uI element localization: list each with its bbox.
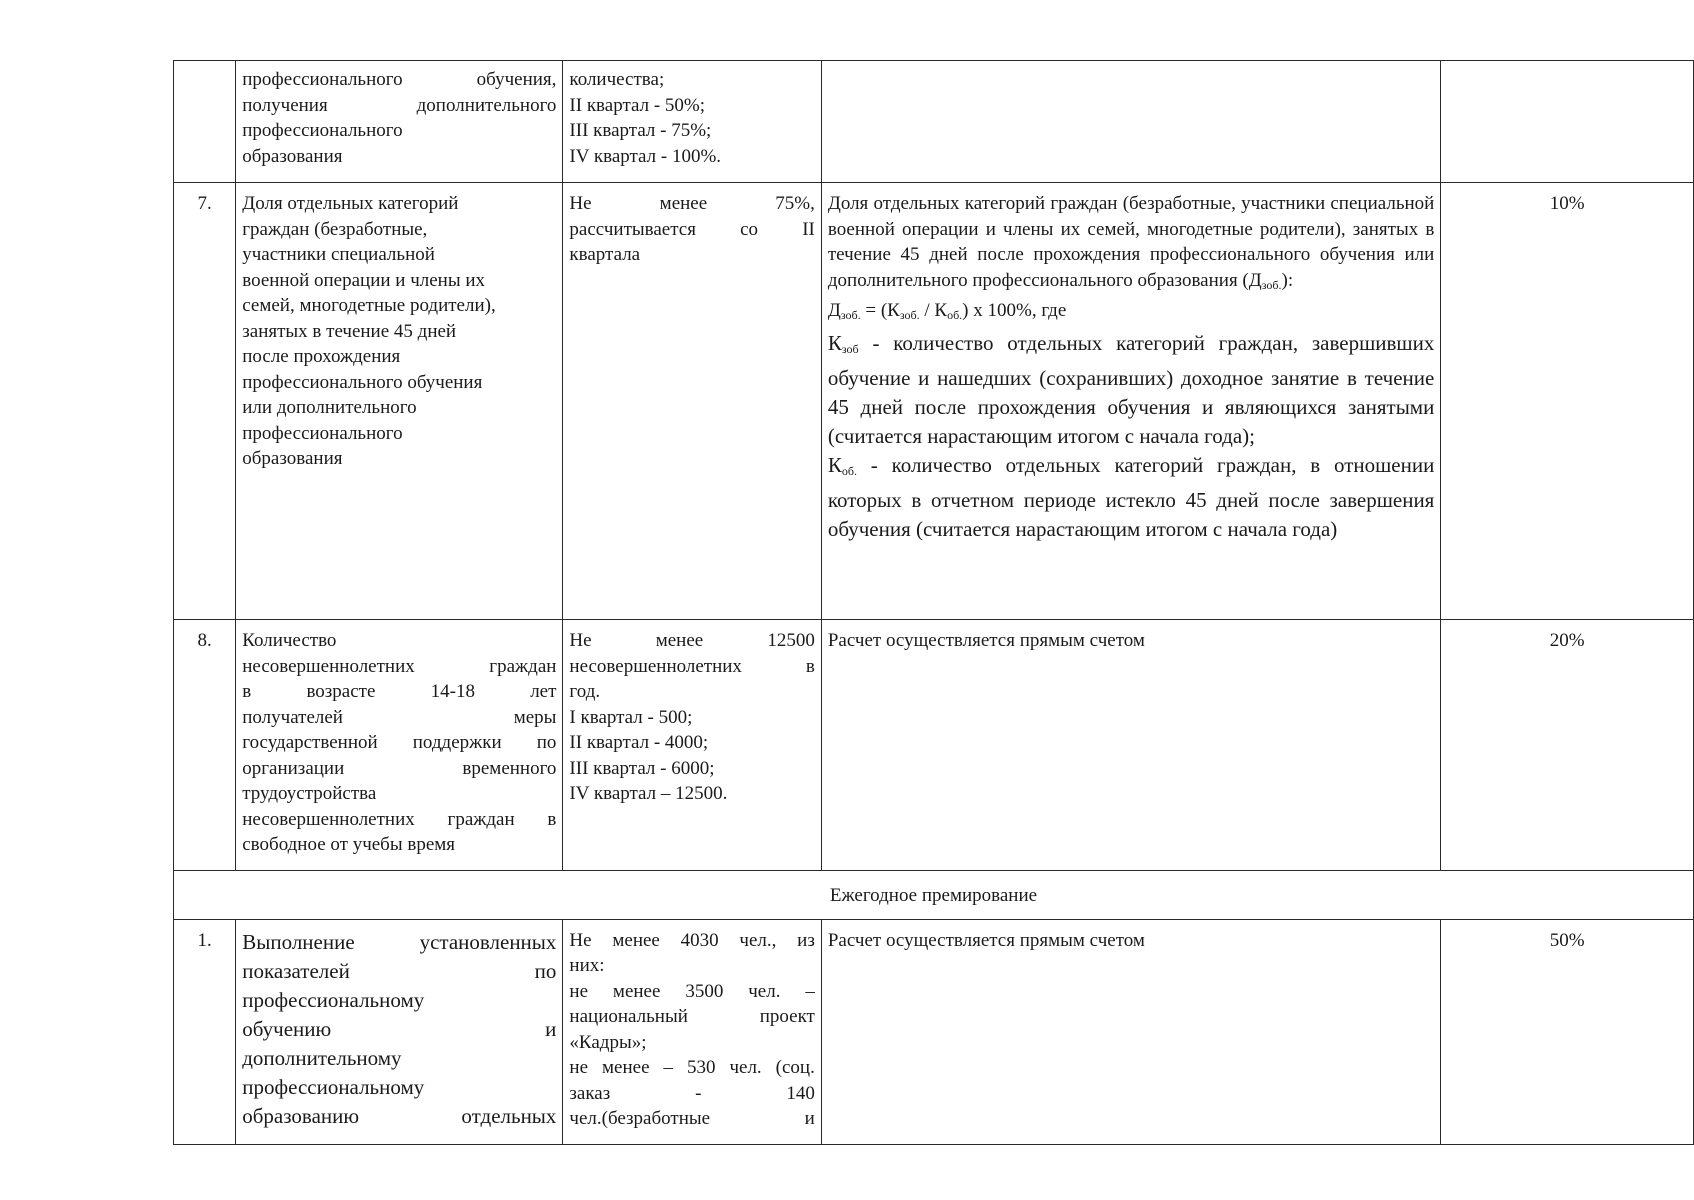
name-line: профессионального обучения xyxy=(242,371,483,393)
name-line: получателей меры xyxy=(242,706,557,728)
calculation-cell xyxy=(821,61,1440,183)
plan-value-cell xyxy=(563,620,821,871)
name-line: профессиональному xyxy=(242,987,425,1012)
name-line: участники специальной xyxy=(242,244,435,265)
definition-text: - количество отдельных категорий граждан, в отношении которых в отчетном периоде истекло 45 дней после завершения обучения (считается нарастающим итогом с начала года) xyxy=(827,452,1435,541)
calculation-intro-text: Доля отдельных категорий граждан (безработные, участники специальной военной операции и члены их семей, многодетные родители), занятых в течение 45 дней после прохождения профессионального обучения или дополнительного профессионального образования (Д xyxy=(827,193,1435,291)
name-line: Выполнение установленных xyxy=(242,929,557,954)
section-header-row xyxy=(174,871,1694,920)
name-line: профессионального xyxy=(242,120,403,141)
plan-line: чел.(безработные и xyxy=(569,1108,815,1129)
plan-line: не менее 3500 чел. – xyxy=(569,980,815,1002)
row-number-cell: 8. xyxy=(174,620,236,871)
plan-line: несовершеннолетних в xyxy=(569,655,815,677)
plan-line: год. xyxy=(569,681,601,702)
plan-line: них: xyxy=(569,955,605,976)
table-row-8 xyxy=(174,620,1694,871)
row-number-cell xyxy=(174,61,236,183)
name-line: Доля отдельных категорий xyxy=(242,193,459,214)
definition-symbol: К xyxy=(827,330,842,355)
definition-numerator xyxy=(828,329,1434,451)
name-line: свободное от учебы время xyxy=(242,834,456,855)
plan-line: Не менее 4030 чел., из xyxy=(569,929,815,951)
subscript: зоб. xyxy=(1261,277,1282,292)
formula-tail: ) х 100%, где xyxy=(962,300,1067,321)
name-line: профессиональному xyxy=(242,1074,425,1099)
indicators-table xyxy=(173,60,1694,1145)
name-line: несовершеннолетних граждан xyxy=(242,655,557,677)
plan-line: II квартал - 50%; xyxy=(569,94,706,116)
name-line: военной операции и члены их xyxy=(242,269,486,291)
subscript: об. xyxy=(841,463,857,478)
name-line: после прохождения xyxy=(242,346,401,367)
formula xyxy=(828,298,1434,329)
plan-line: III квартал - 6000; xyxy=(569,757,715,779)
name-line: или дополнительного xyxy=(242,397,417,418)
formula-lhs: Д xyxy=(827,300,841,321)
plan-line: не менее – 530 чел. (соц. xyxy=(569,1057,815,1078)
calculation-intro-end: ): xyxy=(1281,269,1294,291)
name-line: занятых в течение 45 дней xyxy=(242,320,457,342)
name-line: профессионального xyxy=(242,422,403,444)
plan-line: рассчитывается со II xyxy=(569,218,815,240)
name-line: граждан (безработные, xyxy=(242,218,428,240)
table-row-annual-1 xyxy=(174,919,1694,1144)
name-line: дополнительному xyxy=(242,1045,402,1070)
calculation-cell: Расчет осуществляется прямым счетом xyxy=(821,919,1440,1144)
plan-line: Не менее 12500 xyxy=(569,630,815,651)
plan-line: национальный проект xyxy=(569,1006,815,1027)
name-line: Количество xyxy=(242,630,337,651)
calculation-cell xyxy=(821,183,1440,620)
name-line: образованию отдельных xyxy=(242,1103,557,1128)
row-number-cell: 1. xyxy=(174,919,236,1144)
row-number-cell: 7. xyxy=(174,183,236,620)
weight-cell: 10% xyxy=(1441,183,1694,620)
plan-line: IV квартал – 12500. xyxy=(569,783,728,804)
plan-line: квартала xyxy=(569,244,641,265)
definition-text: - количество отдельных категорий граждан, завершивших обучение и нашедших (сохранивших) доходное занятие в течение 45 дней после прохождения обучения и являющихся занятыми (считается нарастающим итогом с начала года); xyxy=(827,330,1435,448)
weight-cell: 50% xyxy=(1441,919,1694,1144)
name-line: организации временного xyxy=(242,757,557,779)
table-row-7 xyxy=(174,183,1694,620)
subscript: зоб. xyxy=(899,308,920,322)
calculation-intro xyxy=(828,191,1434,298)
plan-line: Не менее 75%, xyxy=(569,193,815,214)
plan-line: III квартал - 75%; xyxy=(569,120,712,141)
table-row-continuation xyxy=(174,61,1694,183)
subscript: зоб. xyxy=(840,308,861,322)
indicator-name-cell xyxy=(236,919,563,1144)
name-line: в возрасте 14-18 лет xyxy=(242,681,557,702)
definition-symbol: К xyxy=(827,452,842,477)
indicator-name-cell xyxy=(236,620,563,871)
plan-line: заказ - 140 xyxy=(569,1082,815,1104)
name-line: образования xyxy=(242,145,343,167)
plan-line: IV квартал - 100%. xyxy=(569,145,722,167)
plan-line: I квартал - 500; xyxy=(569,706,693,728)
weight-cell xyxy=(1441,61,1694,183)
name-line: получения дополнительного xyxy=(242,94,557,116)
plan-line: «Кадры»; xyxy=(569,1031,647,1053)
name-line: образования xyxy=(242,448,343,469)
section-title: Ежегодное премирование xyxy=(174,871,1694,920)
name-line: государственной поддержки по xyxy=(242,732,557,753)
plan-value-cell xyxy=(563,61,821,183)
indicator-name-cell xyxy=(236,61,563,183)
plan-line: количества; xyxy=(569,69,665,90)
subscript: об. xyxy=(947,308,963,322)
name-line: обучению и xyxy=(242,1016,557,1041)
weight-cell: 20% xyxy=(1441,620,1694,871)
plan-line: II квартал - 4000; xyxy=(569,732,709,753)
name-line: показателей по xyxy=(242,958,557,983)
name-line: трудоустройства xyxy=(242,783,377,804)
name-line: семей, многодетные родители), xyxy=(242,295,496,316)
indicator-name-cell xyxy=(236,183,563,620)
name-line: несовершеннолетних граждан в xyxy=(242,808,557,830)
plan-value-cell xyxy=(563,183,821,620)
definition-denominator xyxy=(828,451,1434,544)
plan-value-cell xyxy=(563,919,821,1144)
formula-div: / К xyxy=(919,300,948,321)
calculation-cell: Расчет осуществляется прямым счетом xyxy=(821,620,1440,871)
subscript: зоб xyxy=(841,341,859,356)
name-line: профессионального обучения, xyxy=(242,69,557,90)
formula-eq: = (К xyxy=(860,300,900,321)
